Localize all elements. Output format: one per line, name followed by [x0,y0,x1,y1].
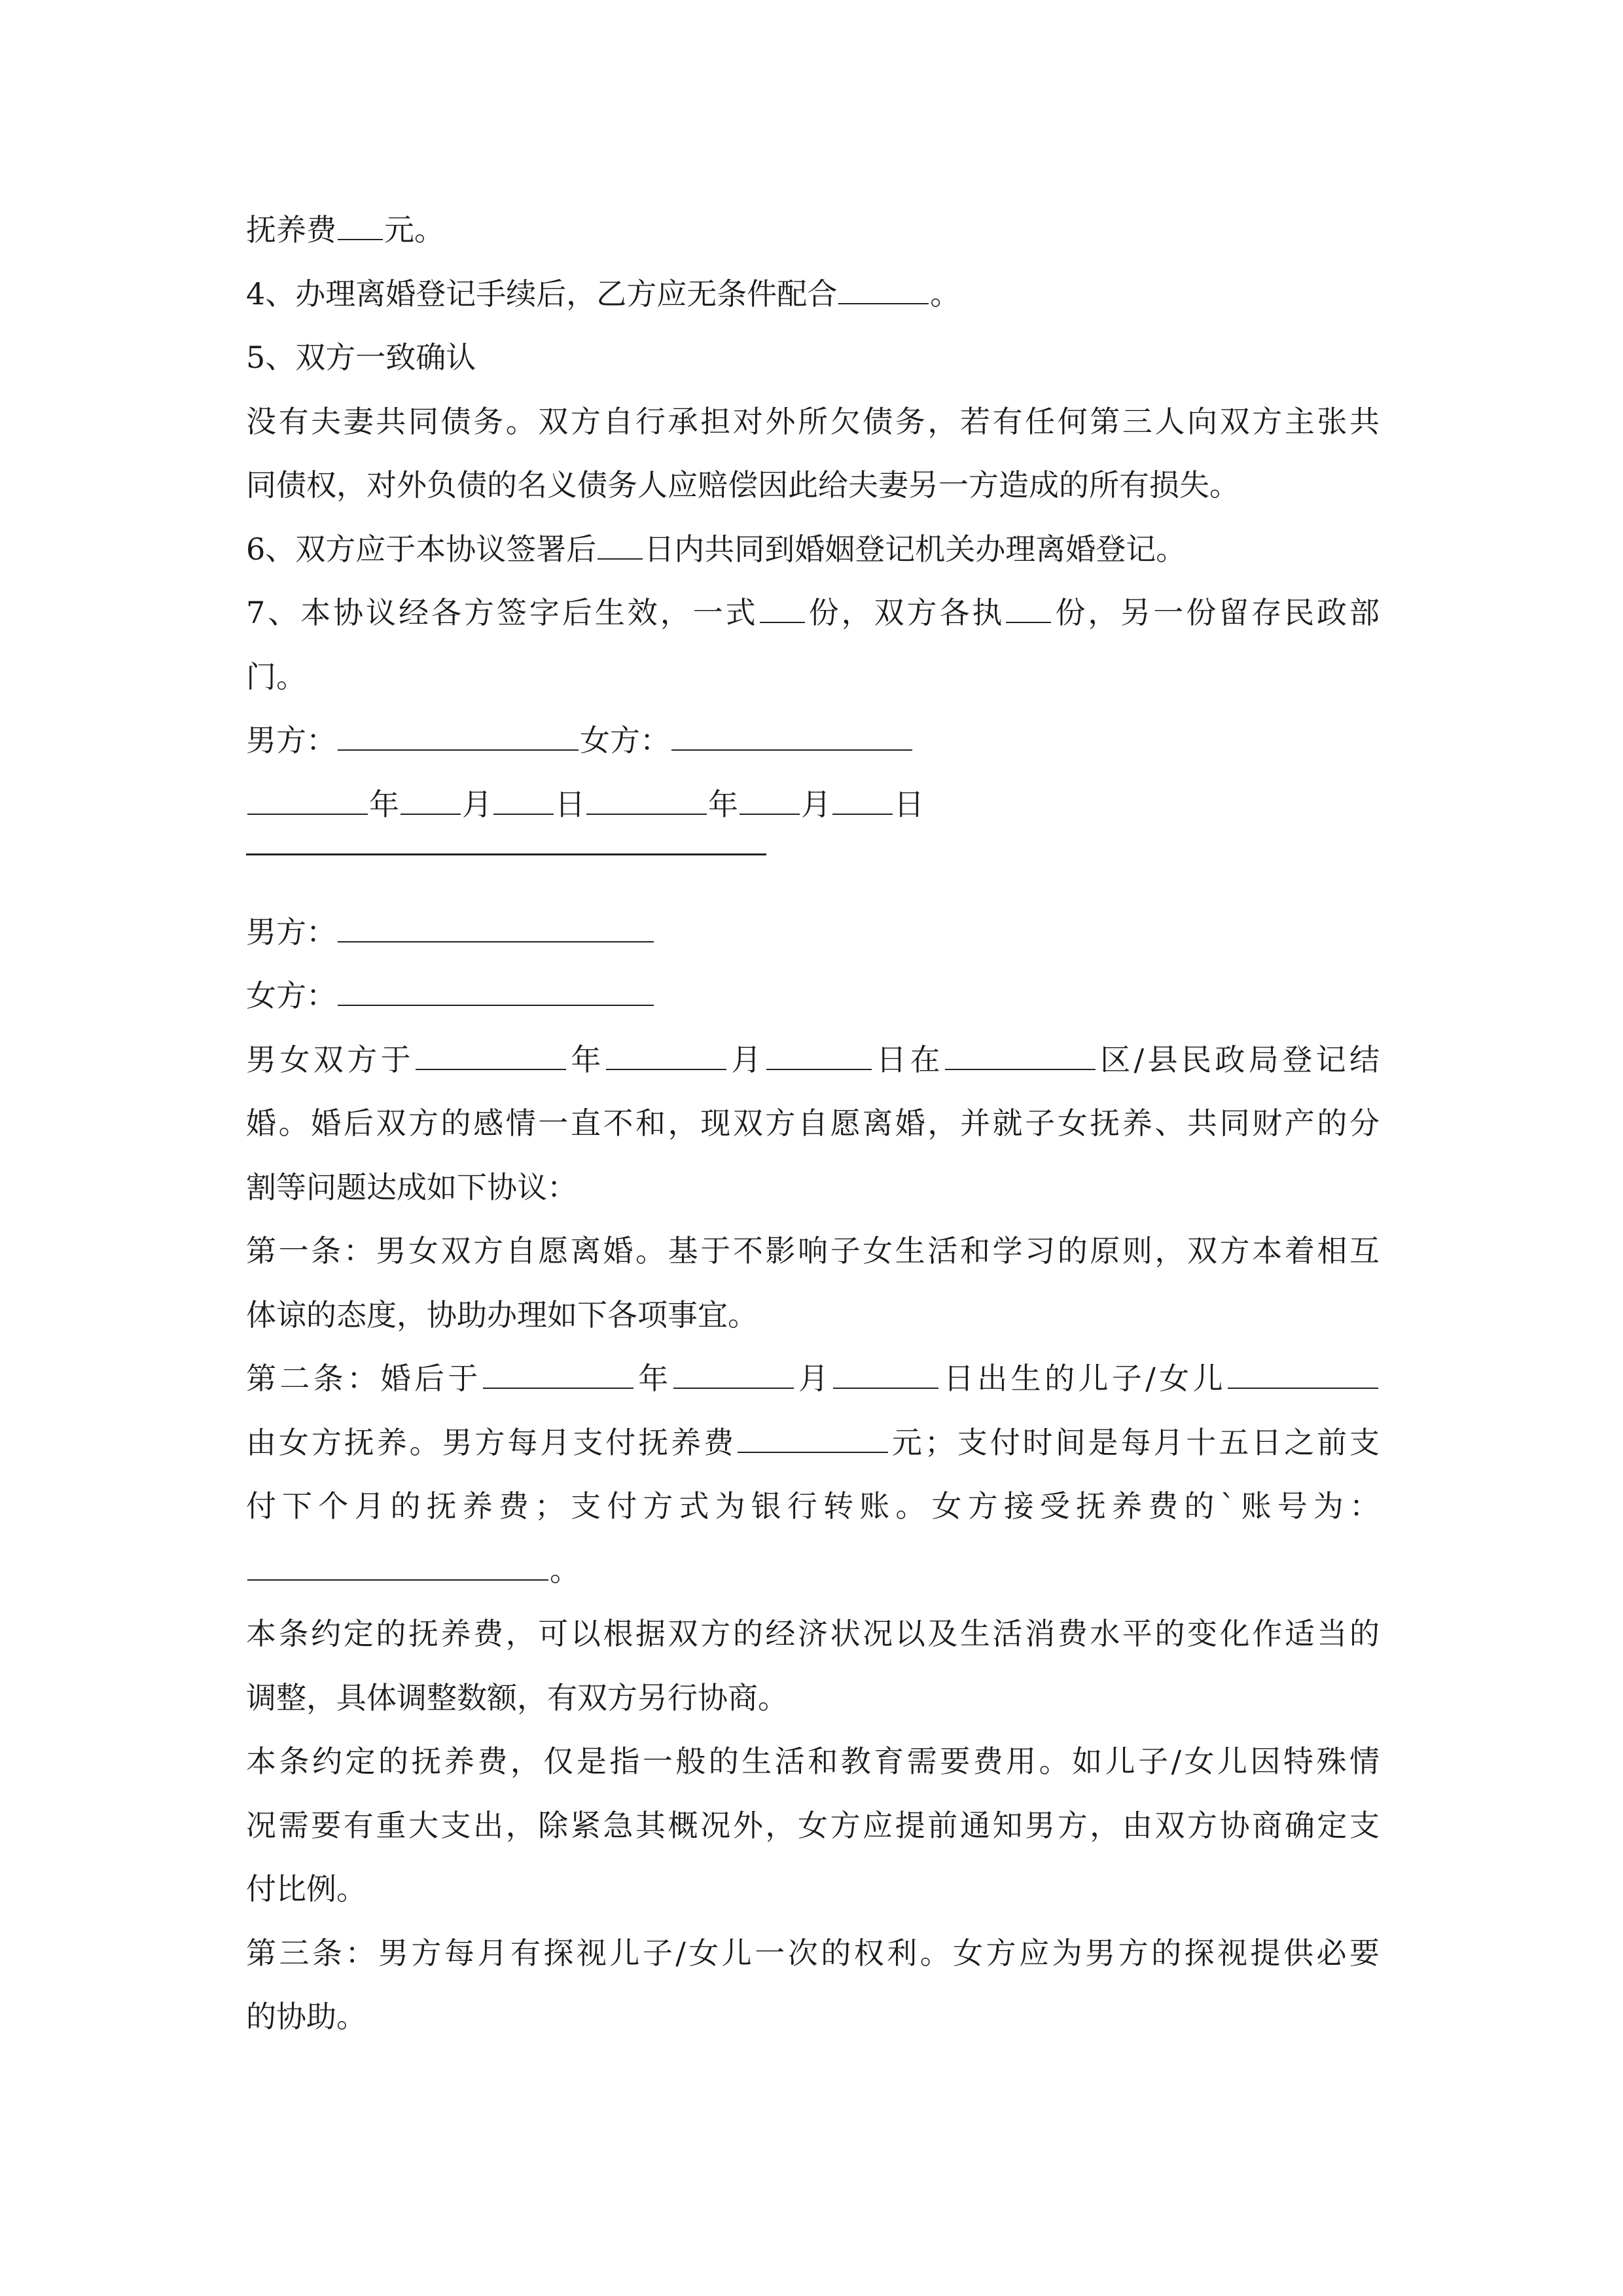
document-line [246,390,1380,454]
line-text: 日 [894,786,924,822]
line-text: 6、双方应于本协议签署后 [246,531,597,567]
line-text: 4、办理离婚登记手续后，乙方应无条件配合 [246,276,838,312]
document-line [246,1985,1380,2049]
line-text: 由女方抚养。男方每月支付抚养费 [246,1424,736,1460]
document-line [246,1794,1380,1858]
fill-in-blank[interactable] [338,941,654,942]
line-text: 男方： [246,723,336,758]
line-text: 婚。婚后双方的感情一直不和，现双方自愿离婚，并就子女抚养、共同财产的分 [246,1105,1380,1141]
document-line [246,1028,1380,1092]
line-text: 没有夫妻共同债务。双方自行承担对外所欠债务，若有任何第三人向双方主张共 [246,403,1380,439]
fill-in-blank[interactable] [738,1451,888,1453]
fill-in-blank[interactable] [597,558,643,560]
document-body [246,198,1380,2049]
line-text: 第二条：婚后于 [246,1361,482,1396]
line-text: 月 [462,786,492,822]
line-text: 第三条：男方每月有探视儿子/女儿一次的权利。女方应为男方的探视提供必要 [246,1935,1380,1971]
document-line [246,773,1380,837]
fill-in-blank[interactable] [945,1068,1096,1070]
line-text: 本条约定的抚养费，仅是指一般的生活和教育需要费用。如儿子/女儿因特殊情 [246,1744,1380,1779]
line-text: 女方： [580,723,670,758]
line-text: 同债权，对外负债的名义债务人应赔偿因此给夫妻另一方造成的所有损失。 [246,467,1240,503]
document-line [246,709,1380,773]
line-text: 况需要有重大支出，除紧急其概况外，女方应提前通知男方，由双方协商确定支 [246,1807,1380,1843]
fill-in-blank[interactable] [1006,621,1051,623]
line-text: 日出生的儿子/女儿 [940,1361,1227,1396]
line-text: 日在 [872,1041,944,1077]
fill-in-blank[interactable] [493,813,554,815]
line-text: 元。 [384,212,444,247]
line-text: 月 [801,786,831,822]
fill-in-blank[interactable] [1228,1387,1378,1389]
line-text: 7、本协议经各方签字后生效，一式 [246,595,758,630]
fill-in-blank[interactable] [740,813,800,815]
fill-in-blank[interactable] [401,813,461,815]
line-text: 5、双方一致确认 [246,340,476,375]
line-text: 份，双方各执 [806,595,1005,630]
line-text: 日 [555,786,585,822]
document-line [246,1347,1380,1411]
document-line [246,518,1380,582]
line-text: 。 [930,276,961,312]
document-line [246,1539,1380,1603]
line-text: 本条约定的抚养费，可以根据双方的经济状况以及生活消费水平的变化作适当的 [246,1616,1380,1651]
fill-in-blank[interactable] [833,1387,938,1389]
fill-in-blank[interactable] [832,813,893,815]
document-line [246,1602,1380,1666]
line-text: 调整，具体调整数额，有双方另行协商。 [246,1679,788,1715]
line-text: 付比例。 [246,1871,366,1907]
document-line [246,1666,1380,1731]
line-text: 割等问题达成如下协议： [246,1169,577,1205]
fill-in-blank[interactable] [673,1387,794,1389]
fill-in-blank[interactable] [606,1068,726,1070]
fill-in-blank[interactable] [838,302,929,304]
line-text: 元；支付时间是每月十五日之前支 [889,1424,1380,1460]
document-line [246,1922,1380,1986]
fill-in-blank[interactable] [586,813,707,815]
line-text: 年 [567,1041,605,1077]
line-text: 男女双方于 [246,1041,415,1077]
document-line [246,198,1380,262]
fill-in-blank[interactable] [338,749,579,751]
document-line [246,1411,1380,1475]
line-text: 体谅的态度，协助办理如下各项事宜。 [246,1297,758,1333]
line-text: 。 [550,1552,580,1588]
fill-in-blank[interactable] [247,813,368,815]
line-text: 年 [634,1361,672,1396]
document-line [246,901,1380,965]
fill-in-blank[interactable] [338,238,383,240]
fill-in-blank[interactable] [483,1387,633,1389]
document-line [246,1857,1380,1922]
line-text: 月 [794,1361,832,1396]
fill-in-blank[interactable] [760,621,805,623]
line-text: 年 [369,786,399,822]
document-line [246,1730,1380,1794]
document-line [246,581,1380,645]
document-line [246,326,1380,390]
line-text: 份，另一份留存民政部 [1052,595,1380,630]
line-text: 第一条：男女双方自愿离婚。基于不影响子女生活和学习的原则，双方本着相互 [246,1233,1380,1268]
fill-in-blank[interactable] [247,1579,548,1581]
line-text: 女方： [246,978,336,1013]
line-text: 门。 [246,658,306,694]
fill-in-blank[interactable] [338,1004,654,1006]
line-text: 抚养费 [246,212,336,247]
line-text: 日内共同到婚姻登记机关办理离婚登记。 [644,531,1186,567]
fill-in-blank[interactable] [766,1068,872,1070]
document-line [246,964,1380,1028]
line-text: 的协助。 [246,1999,366,2034]
line-text: 付下个月的抚养费；支付方式为银行转账。女方接受抚养费的`账号为： [246,1488,1380,1524]
fill-in-blank[interactable] [416,1068,566,1070]
document-line [246,1092,1380,1156]
document-line [246,1219,1380,1283]
separator-rule [246,853,766,855]
line-text: 年 [708,786,738,822]
document-line [246,454,1380,518]
line-text: 区/县民政局登记结 [1096,1041,1380,1077]
document-line [246,836,1380,901]
line-text: 月 [727,1041,765,1077]
line-text: 男方： [246,914,336,950]
fill-in-blank[interactable] [671,749,912,751]
document-line [246,1283,1380,1348]
document-line [246,262,1380,327]
document-line [246,645,1380,709]
document-line [246,1156,1380,1220]
document-line [246,1475,1380,1539]
